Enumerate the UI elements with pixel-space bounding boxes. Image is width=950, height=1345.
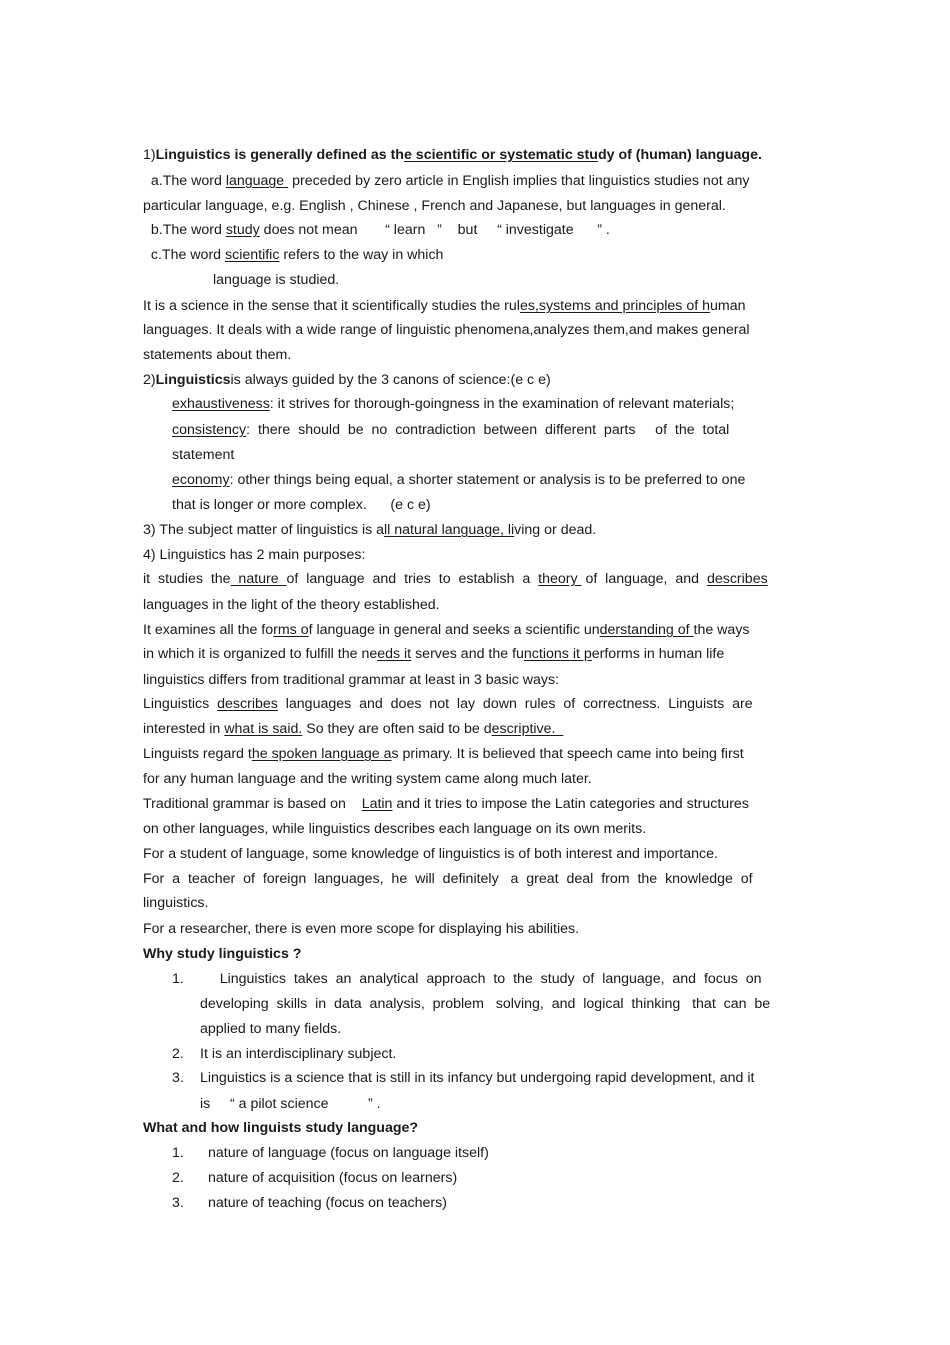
differences-intro: linguistics differs from traditional grammar at least in 3 basic ways: (143, 672, 560, 688)
why-item-3-number: 3. (172, 1070, 184, 1086)
why-item-1-line-1: Linguistics takes an analytical approach to the study of language, and focus on (200, 971, 762, 987)
purpose-1-line: it studies the nature of language and tries to establish a theory of language, and describes (143, 571, 768, 587)
what-heading: What and how linguists study language? (143, 1120, 419, 1136)
what-item-3-text: nature of teaching (focus on teachers) (208, 1195, 447, 1211)
what-item-2-number: 2. (172, 1170, 184, 1186)
why-item-2-line-1: It is an interdisciplinary subject. (200, 1046, 397, 1062)
why-item-3-line-1: Linguistics is a science that is still in its infancy but undergoing rapid development, and it (200, 1070, 755, 1086)
what-item-1-text: nature of language (focus on language itself) (208, 1145, 489, 1161)
canon-consistency: consistency: there should be no contradiction between different parts of the total (172, 422, 730, 438)
what-item-3-number: 3. (172, 1195, 184, 1211)
canon-economy-continuation: that is longer or more complex. (e c e) (172, 497, 431, 513)
science-paragraph-line-1: It is a science in the sense that it scientifically studies the rules,systems and principles of human (143, 298, 746, 314)
difference-1-line: Linguistics describes languages and does not lay down rules of correctness. Linguists are (143, 696, 753, 712)
teacher-line: For a teacher of foreign languages, he will definitely a great deal from the knowledge of (143, 871, 753, 887)
purpose-2-continuation: in which it is organized to fulfill the needs it serves and the functions it performs in human life (143, 646, 725, 662)
why-item-2-number: 2. (172, 1046, 184, 1062)
section-4-heading: 4) Linguistics has 2 main purposes: (143, 547, 366, 563)
why-item-1-line-2: developing skills in data analysis, problem solving, and logical thinking that can be (200, 996, 771, 1012)
point-c-line: c.The word scientific refers to the way in which (143, 247, 444, 263)
section-1-heading: 1)Linguistics is generally defined as the scientific or systematic study of (human) language. (143, 147, 762, 163)
canon-exhaustiveness: exhaustiveness: it strives for thorough-goingness in the examination of relevant materials; (172, 396, 735, 412)
teacher-continuation: linguistics. (143, 895, 209, 911)
point-a-continuation: particular language, e.g. English , Chinese , French and Japanese, but languages in general. (143, 198, 726, 214)
canon-consistency-continuation: statement (172, 447, 235, 463)
section-3-line: 3) The subject matter of linguistics is all natural language, living or dead. (143, 522, 597, 538)
purpose-2-line: It examines all the forms of language in general and seeks a scientific understanding of the ways (143, 622, 750, 638)
researcher-line: For a researcher, there is even more scope for displaying his abilities. (143, 921, 580, 937)
purpose-1-continuation: languages in the light of the theory established. (143, 597, 440, 613)
difference-3-line: Traditional grammar is based on Latin and it tries to impose the Latin categories and structures (143, 796, 749, 812)
why-heading: Why study linguistics ? (143, 946, 302, 962)
difference-2-continuation: for any human language and the writing system came along much later. (143, 771, 592, 787)
science-paragraph-line-2: languages. It deals with a wide range of linguistic phenomena,analyzes them,and makes general (143, 322, 750, 338)
difference-1-continuation: interested in what is said. So they are often said to be descriptive. (143, 721, 564, 737)
what-item-2-text: nature of acquisition (focus on learners) (208, 1170, 458, 1186)
canon-economy: economy: other things being equal, a shorter statement or analysis is to be preferred to one (172, 472, 746, 488)
student-line: For a student of language, some knowledge of linguistics is of both interest and importance. (143, 846, 718, 862)
science-paragraph-line-3: statements about them. (143, 347, 292, 363)
why-item-3-line-2: is “ a pilot science ” . (200, 1096, 381, 1112)
section-2-heading: 2)Linguisticsis always guided by the 3 canons of science:(e c e) (143, 372, 551, 388)
point-a-line: a.The word language preceded by zero article in English implies that linguistics studies not any (143, 173, 750, 189)
point-b-line: b.The word study does not mean “ learn ” but “ investigate ” . (143, 222, 610, 238)
why-item-1-line-3: applied to many fields. (200, 1021, 342, 1037)
difference-3-continuation: on other languages, while linguistics describes each language on its own merits. (143, 821, 647, 837)
what-item-1-number: 1. (172, 1145, 184, 1161)
why-item-1-number: 1. (172, 971, 184, 987)
difference-2-line: Linguists regard the spoken language as primary. It is believed that speech came into being first (143, 746, 744, 762)
point-c-continuation: language is studied. (213, 272, 340, 288)
